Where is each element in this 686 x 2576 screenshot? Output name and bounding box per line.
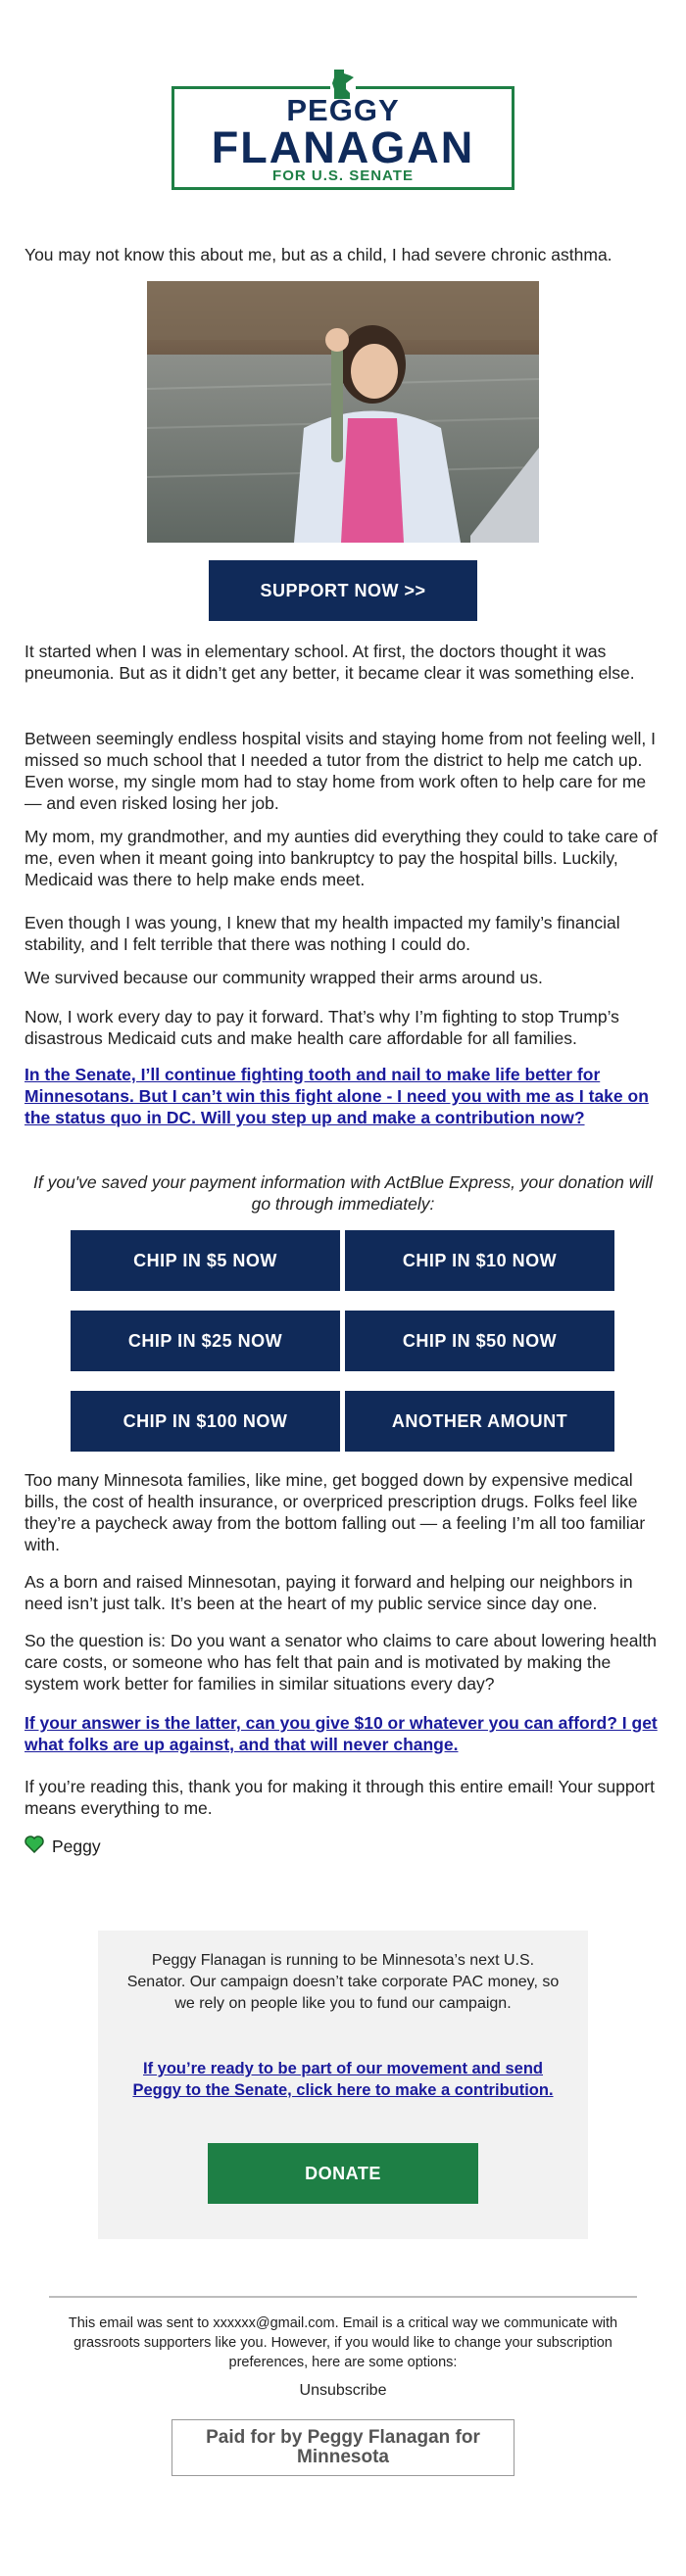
signature <box>24 1836 101 1858</box>
story-paragraph-3: My mom, my grandmother, and my aunties did everything they could to take care of me, even when it meant going into bankruptcy to pay the hospital bills. Luckily, Medicaid was there to help make ends meet. <box>24 827 658 889</box>
chip-in-50-button[interactable]: CHIP IN $50 NOW <box>345 1311 614 1371</box>
logo-first-name: PEGGY <box>286 93 400 127</box>
green-heart-icon <box>24 1836 44 1858</box>
chip-in-10-button[interactable]: CHIP IN $10 NOW <box>345 1230 614 1291</box>
campaign-logo <box>172 86 514 190</box>
give-ten-link[interactable]: If your answer is the latter, can you give $10 or whatever you can afford? I get what folks are up against, and that will never change. <box>24 1713 658 1754</box>
donate-button[interactable]: DONATE <box>208 2143 478 2204</box>
chip-in-5-button[interactable]: CHIP IN $5 NOW <box>71 1230 340 1291</box>
signature-name: Peggy <box>52 1837 101 1856</box>
body-paragraph-9: So the question is: Do you want a senator who claims to care about lowering health care costs, or someone who has felt that pain and is motivated by making the system work better for families in similar situations every day? <box>24 1631 657 1693</box>
story-paragraph-2: Between seemingly endless hospital visits and staying home from not feeling well, I missed so much school that I needed a tutor from the district to help me catch up. Even worse, my single mom had to stay home from work often to help care for me — and even risked losing her job. <box>24 729 656 813</box>
footer-divider <box>49 2296 637 2298</box>
contribute-link[interactable]: In the Senate, I’ll continue fighting tooth and nail to make life better for Minnesotans. But I can’t win this fight alone - I need you with me as I take on the status quo in DC. Will you step up and make a contribution now? <box>24 1065 649 1127</box>
story-paragraph-4: Even though I was young, I knew that my health impacted my family’s financial stability, and I felt terrible that there was nothing I could do. <box>24 913 620 954</box>
logo-last-name: FLANAGAN <box>211 122 475 172</box>
story-paragraph-1: It started when I was in elementary school. At first, the doctors thought it was pneumonia. But as it didn’t get any better, it became clear it was something else. <box>24 642 635 683</box>
footer-donate-box <box>98 1931 588 2239</box>
chip-in-25-button[interactable]: CHIP IN $25 NOW <box>71 1311 340 1371</box>
chip-in-100-button[interactable]: CHIP IN $100 NOW <box>71 1391 340 1452</box>
intro-text: You may not know this about me, but as a child, I had severe chronic asthma. <box>24 245 612 264</box>
legal-text: This email was sent to xxxxxx@gmail.com. Email is a critical way we communicate with grassroots supporters like you. However, if you would like to change your subscription preferences, here are some options: <box>68 2315 618 2370</box>
contribute-cta-link-2 <box>24 1712 662 1755</box>
another-amount-button[interactable]: ANOTHER AMOUNT <box>345 1391 614 1452</box>
body-paragraph-7: Too many Minnesota families, like mine, get bogged down by expensive medical bills, the cost of health insurance, or overpriced prescription drugs. Folks feel like they’re a paycheck away from the bottom falling out — a feeling I’m all too familiar with. <box>24 1470 646 1554</box>
logo-subtitle: FOR U.S. SENATE <box>272 167 414 184</box>
paid-for-disclaimer: Paid for by Peggy Flanagan for Minnesota <box>172 2419 514 2476</box>
childhood-fishing-photo <box>147 281 539 543</box>
unsubscribe-link[interactable]: Unsubscribe <box>299 2382 387 2399</box>
story-paragraph-5: We survived because our community wrapped their arms around us. <box>24 968 543 987</box>
movement-contribution-link[interactable]: If you’re ready to be part of our movement and send Peggy to the Senate, click here to make a contribution. <box>132 2060 554 2099</box>
body-paragraph-8: As a born and raised Minnesotan, paying it forward and helping our neighbors in need isn’t just talk. It’s been at the heart of my public service since day one. <box>24 1572 633 1613</box>
support-now-button[interactable]: SUPPORT NOW >> <box>209 560 477 621</box>
campaign-about-text: Peggy Flanagan is running to be Minnesota’s next U.S. Senator. Our campaign doesn’t take corporate PAC money, so we rely on people like you to fund our campaign. <box>126 1952 560 2012</box>
thank-you-text: If you’re reading this, thank you for making it through this entire email! Your support means everything to me. <box>24 1777 655 1818</box>
story-paragraph-6: Now, I work every day to pay it forward. That’s why I’m fighting to stop Trump’s disastrous Medicaid cuts and make health care affordable for all families. <box>24 1007 619 1048</box>
contribute-cta-link-1 <box>24 1064 662 1128</box>
actblue-express-note: If you've saved your payment information with ActBlue Express, your donation will go through immediately: <box>32 1172 654 1214</box>
